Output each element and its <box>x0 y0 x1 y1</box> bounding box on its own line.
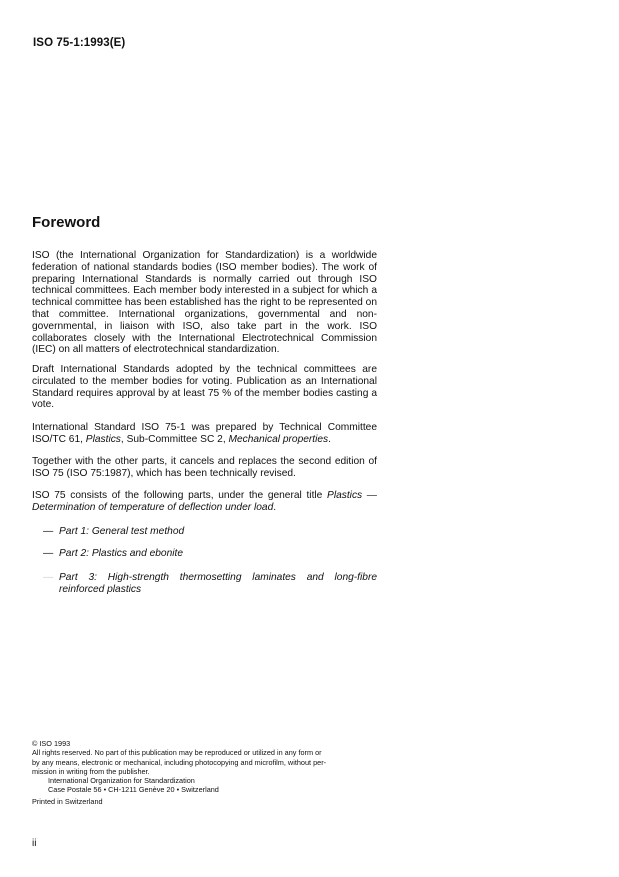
part-2-title: Part 2: Plastics and ebonite <box>59 548 184 559</box>
list-dash: — <box>43 572 54 583</box>
prepared-by-text: International Standard ISO 75-1 was prepared by Technical Committee ISO/TC 61, <box>32 422 377 445</box>
list-item-part-1 <box>43 526 377 538</box>
part-1-title: Part 1: General test method <box>59 526 185 537</box>
printed-in: Printed in Switzerland <box>32 796 103 806</box>
page-title: Foreword <box>32 214 101 231</box>
publisher-name: International Organization for Standardization <box>48 776 195 786</box>
list-item-part-3 <box>43 572 377 596</box>
parts-intro-period: . <box>273 501 277 513</box>
committee-name: Plastics <box>85 433 121 445</box>
part-3-title: Part 3: High-strength thermosetting laminates and long-fibre reinforced plastics <box>59 572 377 595</box>
prepared-by-text-2: , Sub-Committee SC 2, <box>120 433 229 445</box>
foreword-paragraph-draft-standards: Draft International Standards adopted by the technical committees are circulated to the member bodies for voting. Publication as an International Standard requires approval by at least 75 % of the member bodies casting a vote. <box>32 364 377 411</box>
list-item-part-2 <box>43 548 377 560</box>
parts-intro-text: ISO 75 consists of the following parts, under the general title <box>32 490 328 501</box>
foreword-paragraph-prepared-by <box>32 422 377 446</box>
foreword-paragraph-iso-intro: ISO (the International Organization for Standardization) is a worldwide federation of national standards bodies (ISO member bodies). The work of preparing International Standards is normally carried out through ISO technical committees. Each member body interested in a subject for which a technical committee has been established has the right to be represented on that committee. International organizations, governmental and non-governmental, in liaison with ISO, also take part in the work. ISO collaborates closely with the International Electrotechnical Commission (IEC) on all matters of electrotechnical standardization. <box>32 250 377 356</box>
copyright-line: © ISO 1993 <box>32 739 71 748</box>
general-title: Plastics — Determination of temperature of deflection under load <box>32 490 377 513</box>
rights-line-3: mission in writing from the publisher. <box>32 766 150 776</box>
publisher-address: Case Postale 56 • CH-1211 Genève 20 • Switzerland <box>48 785 219 795</box>
list-dash: — <box>43 548 54 559</box>
foreword-paragraph-replaces-edition: Together with the other parts, it cancels and replaces the second edition of ISO 75 (ISO 75:1987), which has been technically revised. <box>32 456 377 479</box>
foreword-paragraph-parts-intro <box>32 490 377 514</box>
prepared-by-period: . <box>328 433 331 445</box>
rights-line-1: All rights reserved. No part of this publication may be reproduced or utilized in any form or <box>32 748 322 758</box>
list-dash: — <box>43 526 54 537</box>
page-number: ii <box>32 838 37 849</box>
subcommittee-name: Mechanical properties <box>228 433 329 445</box>
copyright-footer <box>32 739 380 806</box>
rights-line-2: by any means, electronic or mechanical, including photocopying and microfilm, without per- <box>32 757 327 767</box>
document-identifier: ISO 75-1:1993(E) <box>33 37 126 49</box>
